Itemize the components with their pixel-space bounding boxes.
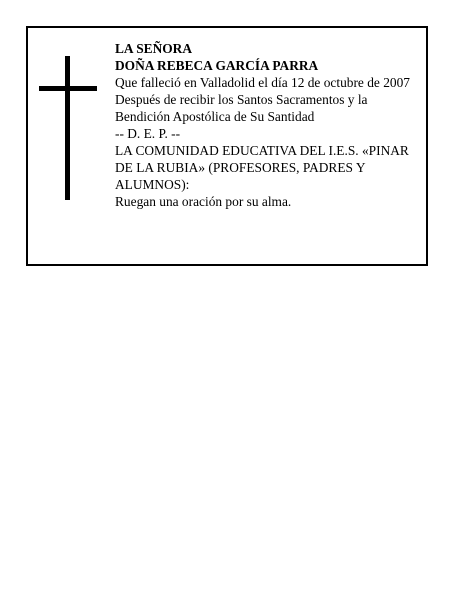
notice-text <box>115 40 423 210</box>
notice-prayer: Ruegan una oración por su alma. <box>115 194 292 209</box>
notice-rip: -- D. E. P. -- <box>115 126 181 141</box>
obituary-notice <box>26 26 428 266</box>
notice-deceased-name: DOÑA REBECA GARCÍA PARRA <box>115 58 319 73</box>
notice-community-line-2: DE LA RUBIA» (PROFESORES, PADRES Y <box>115 160 366 175</box>
notice-community-line-3: ALUMNOS): <box>115 177 190 192</box>
notice-heading-title: LA SEÑORA <box>115 41 193 56</box>
cross-vertical-bar <box>65 56 70 200</box>
notice-sacraments-line-2: Bendición Apostólica de Su Santidad <box>115 109 315 124</box>
cross-icon <box>28 28 108 264</box>
notice-community-line-1: LA COMUNIDAD EDUCATIVA DEL I.E.S. «PINAR <box>115 143 409 158</box>
notice-sacraments-line-1: Después de recibir los Santos Sacramentos y la <box>115 92 368 107</box>
notice-death-info: Que falleció en Valladolid el día 12 de octubre de 2007 <box>115 75 410 90</box>
cross-horizontal-bar <box>39 86 97 91</box>
